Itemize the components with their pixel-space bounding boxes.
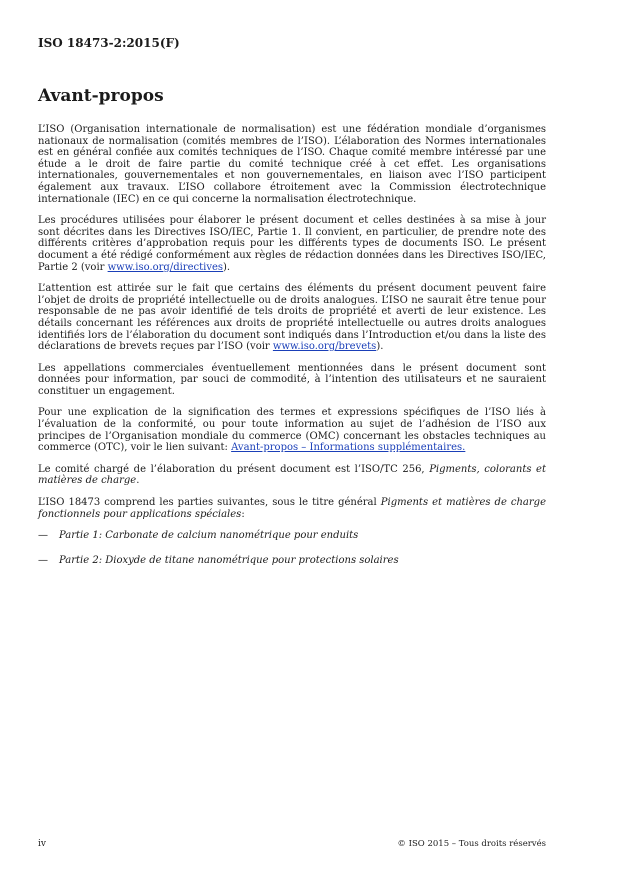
- page-number: iv: [38, 839, 46, 849]
- paragraph-conformity: [38, 407, 546, 453]
- committee-title: Pigments, colorants et matières de charge: [38, 463, 546, 487]
- patents-link[interactable]: www.iso.org/brevets: [272, 341, 377, 353]
- document-body: [38, 124, 546, 579]
- document-id-header: ISO 18473-2:2015(F): [38, 36, 180, 50]
- paragraph-text: ).: [376, 341, 384, 353]
- list-dash: —: [38, 530, 48, 542]
- paragraph-text: :: [241, 508, 245, 520]
- paragraph-committee: [38, 464, 546, 487]
- parts-list: [38, 530, 546, 566]
- part-label: Partie 1: Carbonate de calcium nanométrique pour enduits: [59, 530, 359, 542]
- paragraph-trade-names: Les appellations commerciales éventuellement mentionnées dans le présent document sont données pour information, par souci de commodité, à l’intention des utilisateurs et ne sauraient constituer un engagement.: [38, 362, 546, 397]
- paragraph-text: Le comité chargé de l’élaboration du présent document est l’ISO/TC 256,: [38, 463, 430, 475]
- page-title: Avant-propos: [38, 86, 164, 106]
- paragraph-iso-intro: L’ISO (Organisation internationale de normalisation) est une fédération mondiale d’organismes nationaux de normalisation (comités membres de l’ISO). L’élaboration des Normes internationales est en général confiée aux comités techniques de l’ISO. Chaque comité membre intéressé par une étude a le droit de faire partie du comité technique créé à cet effet. Les organisations internationales, gouvernementales et non gouvernementales, en liaison avec l’ISO participent également aux travaux. L’ISO collabore étroitement avec la Commission électrotechnique internationale (IEC) en ce qui concerne la normalisation électrotechnique.: [38, 124, 546, 205]
- copyright-notice: © ISO 2015 – Tous droits réservés: [397, 839, 546, 849]
- paragraph-text: Pour une explication de la signification des termes et expressions spécifiques de l’ISO liés à l’évaluation de la conformité, ou pour toute information au sujet de l’adhésion de l’ISO aux principes de l’Organisation mondiale du commerce (OMC) concernant les obstacles techniques au commerce (OTC), voir le lien suivant:: [38, 407, 546, 454]
- paragraph-patents: [38, 283, 546, 353]
- directives-link[interactable]: www.iso.org/directives: [107, 261, 224, 273]
- list-dash: —: [38, 554, 48, 566]
- paragraph-text: ).: [223, 261, 231, 273]
- foreword-info-link[interactable]: Avant-propos – Informations supplémentaires.: [231, 442, 466, 454]
- list-item: [38, 530, 546, 542]
- paragraph-text: L’attention est attirée sur le fait que certains des éléments du présent document peuvent faire l’objet de droits de propriété intellectuelle ou de droits analogues. L’ISO ne saurait être tenue pour responsable de ne pas avoir identifié de tels droits de propriété et averti de leur existence. Les détails concernant les références aux droits de propriété intellectuelle ou autres droits analogues identifiés lors de l’élaboration du document sont indiqués dans l’Introduction et/ou dans la liste des déclarations de brevets reçues par l’ISO (voir: [38, 283, 546, 353]
- paragraph-text: L’ISO 18473 comprend les parties suivantes, sous le titre général: [38, 497, 381, 509]
- paragraph-text: .: [136, 475, 140, 487]
- list-item: [38, 555, 546, 567]
- paragraph-text: Les procédures utilisées pour élaborer le présent document et celles destinées à sa mise à jour sont décrites dans les Directives ISO/IEC, Partie 1. Il convient, en particulier, de prendre note des différents critères d’approbation requis pour les différents types de documents ISO. Le présent document a été rédigé conformément aux règles de rédaction données dans les Directives ISO/IEC, Partie 2 (voir: [38, 215, 546, 273]
- paragraph-procedures: [38, 215, 546, 273]
- part-label: Partie 2: Dioxyde de titane nanométrique pour protections solaires: [59, 554, 399, 566]
- series-title: Pigments et matières de charge fonctionnels pour applications spéciales: [38, 497, 546, 520]
- paragraph-parts-intro: [38, 497, 546, 520]
